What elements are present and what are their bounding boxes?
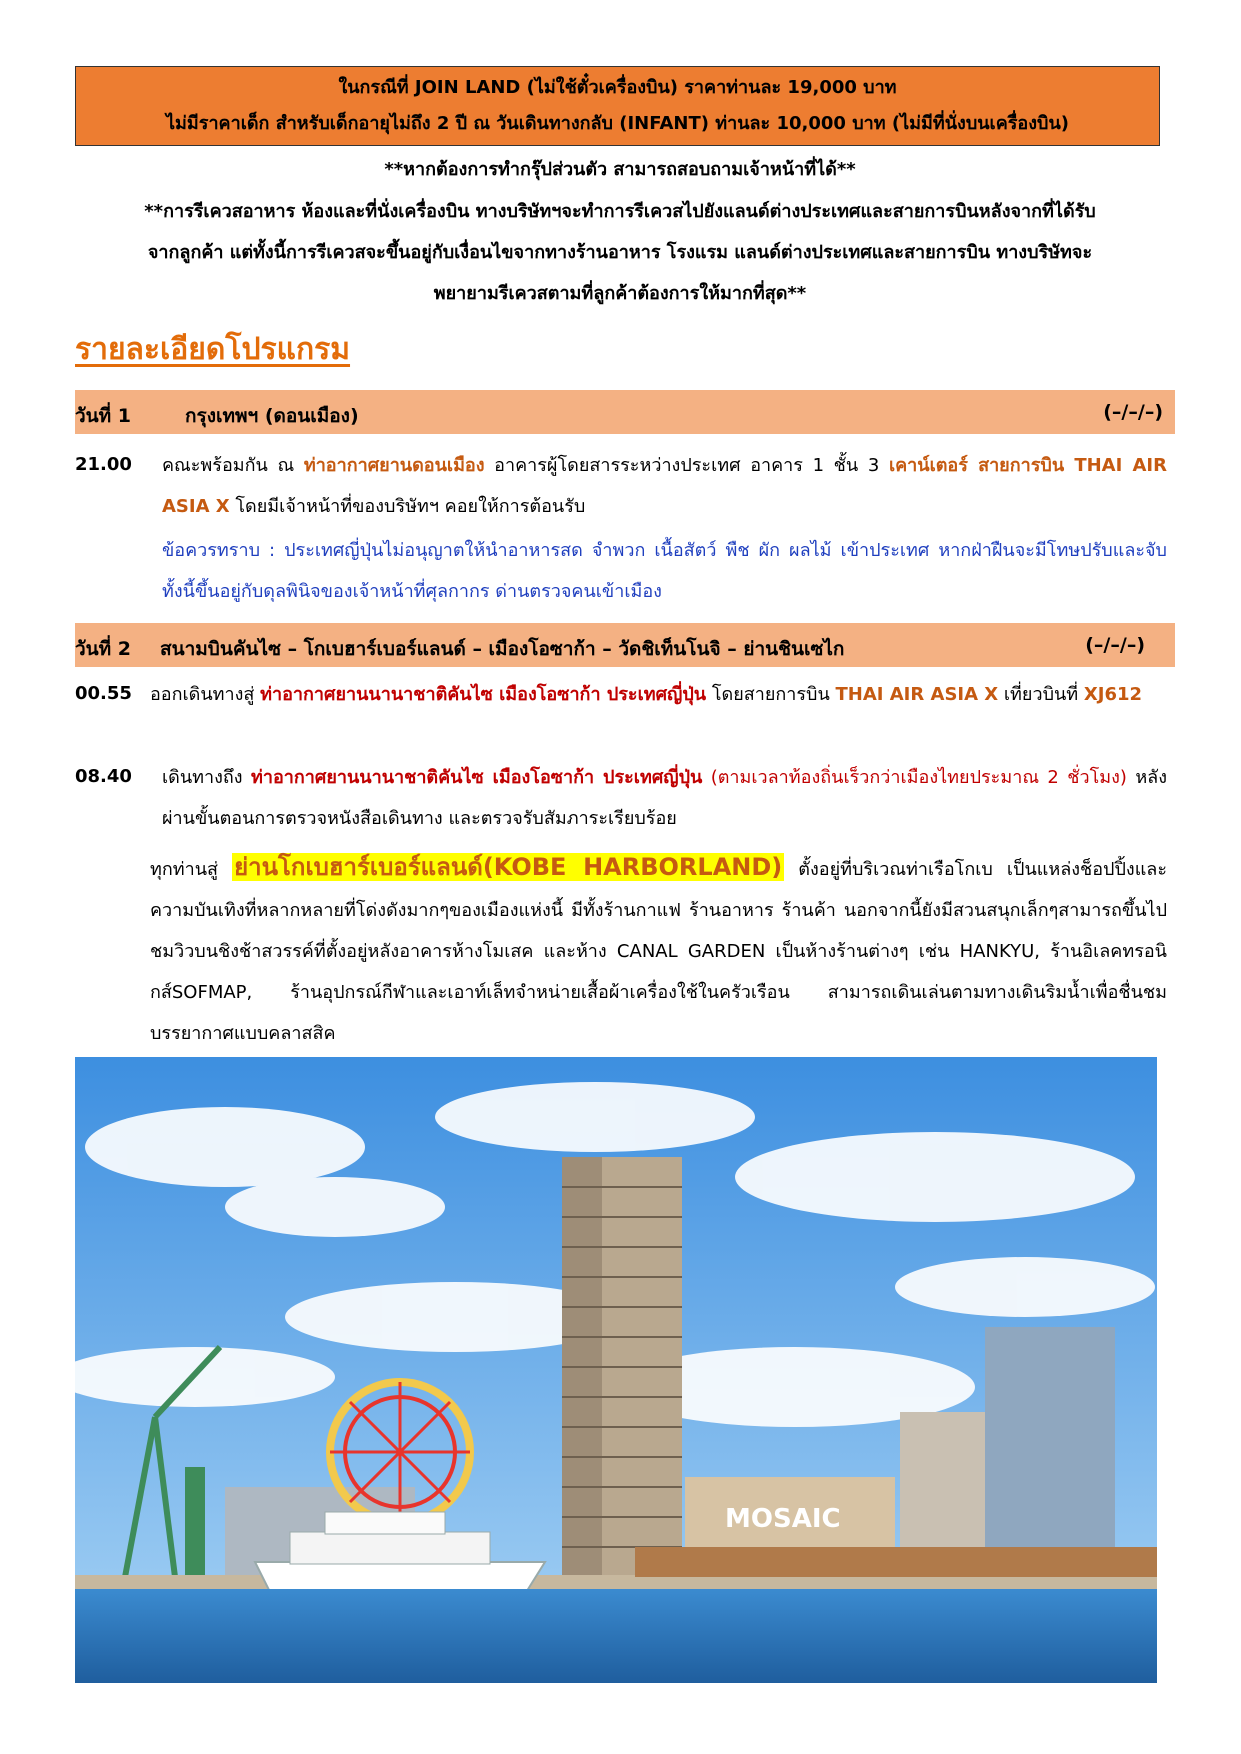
day-1-header bbox=[75, 390, 1175, 434]
mosaic-sign: MOSAIC bbox=[725, 1504, 841, 1534]
day-1-customs-notice: ข้อควรทราบ : ประเทศญี่ปุ่นไม่อนุญาตให้นำอาหารสด จำพวก เนื้อสัตว์ พืช ผัก ผลไม้ เข้าประเทศ หากฝ่าฝืนจะมีโทษปรับและจับ ทั้งนี้ขึ้นอยู่กับดุลพินิจของเจ้าหน้าที่ศุลกากร ด่านตรวจคนเข้าเมือง bbox=[162, 540, 1167, 602]
price-line-join-land: ในกรณีที่ JOIN LAND (ไม่ใช้ตั๋วเครื่องบิน) ราคาท่านละ 19,000 บาท bbox=[338, 77, 897, 98]
price-info-box bbox=[75, 66, 1160, 146]
reserve-note-line3: พยายามรีเควสตามที่ลูกค้าต้องการให้มากที่สุด** bbox=[433, 283, 807, 304]
private-group-note: **หากต้องการทำกรุ๊ปส่วนตัว สามารถสอบถามเจ้าหน้าที่ได้** bbox=[384, 159, 856, 180]
harbor-water bbox=[75, 1589, 1157, 1683]
kobe-harborland-description: ทุกท่านสู่ ย่านโกเบฮาร์เบอร์แลนด์(KOBE HARBORLAND) ตั้งอยู่ที่บริเวณท่าเรือโกเบ เป็นแหล่งช็อปปิ้งและความบันเทิงที่หลากหลายที่โด่งดังมากๆของเมืองแห่งนี้ มีทั้งร้านกาแฟ ร้านอาหาร ร้านค้า นอกจากนี้ยังมีสวนสนุกเล็กๆสามารถขึ้นไปชมวิวบนชิงช้าสวรรค์ที่ตั้งอยู่หลังอาคารห้างโมเสค และห้าง CANAL GARDEN เป็นห้างร้านต่างๆ เช่น HANKYU, ร้านอิเลคทรอนิกส์SOFMAP, ร้านอุปกรณ์กีฬาและเอาท์เล็ทจำหน่ายเสื้อผ้าเครื่องใช้ในครัวเรือน สามารถเดินเล่นตามทางเดินริมน้ำเพื่อชื่นชมบรรยากาศแบบคลาสสิค bbox=[150, 853, 1167, 1044]
kobe-harborland-photo bbox=[75, 1057, 1157, 1683]
price-line-infant: ไม่มีราคาเด็ก สำหรับเด็กอายุไม่ถึง 2 ปี ณ วันเดินทางกลับ (INFANT) ท่านละ 10,000 บาท (ไม่มีที่นั่งบนเครื่องบิน) bbox=[166, 113, 1069, 134]
reserve-note-line1: **การรีเควสอาหาร ห้องและที่นั่งเครื่องบิน ทางบริษัทฯจะทำการรีเควสไปยังแลนด์ต่างประเทศและสายการบินหลังจากที่ได้รับ bbox=[144, 201, 1096, 222]
lighthouse-tower bbox=[185, 1467, 205, 1577]
day-2-title: สนามบินคันไซ – โกเบฮาร์เบอร์แลนด์ – เมืองโอซาก้า – วัดชิเท็นโนจิ – ย่านชินเซไก bbox=[160, 638, 845, 660]
kobe-harborland-highlight: ย่านโกเบฮาร์เบอร์แลนด์(KOBE HARBORLAND) bbox=[234, 853, 783, 881]
shop-row bbox=[635, 1547, 1157, 1577]
day-2-label: วันที่ 2 bbox=[75, 638, 132, 660]
day-2-arrival-text: เดินทางถึง ท่าอากาศยานนานาชาติคันไซ เมืองโอซาก้า ประเทศญี่ปุ่น (ตามเวลาท้องถิ่นเร็วกว่าเมืองไทยประมาณ 2 ชั่วโมง) หลังผ่านขั้นตอนการตรวจหนังสือเดินทาง และตรวจรับสัมภาระเรียบร้อย bbox=[162, 767, 1167, 829]
promenade bbox=[75, 1575, 1157, 1589]
tower-building bbox=[562, 1157, 682, 1577]
harbor-scene-illustration bbox=[75, 1057, 1157, 1683]
day-2-meals: (–/–/–) bbox=[1085, 634, 1145, 656]
day-1-title: กรุงเทพฯ (ดอนเมือง) bbox=[185, 405, 359, 427]
day-2-departure-text: ออกเดินทางสู่ ท่าอากาศยานนานาชาติคันไซ เมืองโอซาก้า ประเทศญี่ปุ่น โดยสายการบิน THAI AIR ASIA X เที่ยวบินที่ XJ612 bbox=[150, 684, 1143, 705]
day-2-time-arrival: 08.40 bbox=[75, 766, 132, 787]
program-details-heading: รายละเอียดโปรแกรม bbox=[75, 332, 351, 367]
day-1-description: คณะพร้อมกัน ณ ท่าอากาศยานดอนเมือง อาคารผู้โดยสารระหว่างประเทศ อาคาร 1 ชั้น 3 เคาน์เตอร์ สายการบิน THAI AIR ASIA X โดยมีเจ้าหน้าที่ของบริษัทฯ คอยให้การต้อนรับ bbox=[162, 455, 1167, 517]
day-1-time: 21.00 bbox=[75, 454, 132, 475]
day-2-time-departure: 00.55 bbox=[75, 683, 132, 704]
right-office-building bbox=[985, 1327, 1115, 1577]
day-1-meals: (–/–/–) bbox=[1103, 401, 1163, 423]
day-1-label: วันที่ 1 bbox=[75, 405, 132, 427]
day-2-header bbox=[75, 623, 1175, 667]
reserve-note-line2: จากลูกค้า แต่ทั้งนี้การรีเควสจะขึ้นอยู่กับเงื่อนไขจากทางร้านอาหาร โรงแรม แลนด์ต่างประเทศและสายการบิน ทางบริษัทจะ bbox=[147, 242, 1093, 263]
